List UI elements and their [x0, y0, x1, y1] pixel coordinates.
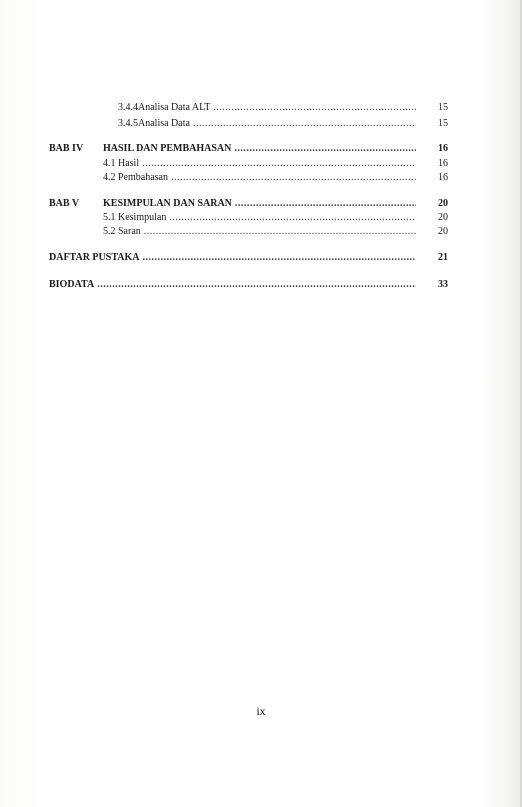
toc-dot-leader [193, 118, 416, 130]
toc-entry-title: 4.1 Hasil [103, 158, 140, 169]
toc-dot-leader [213, 102, 416, 114]
toc-entry-page: 16 [438, 172, 448, 183]
toc-dot-leader [142, 158, 416, 170]
toc-entry-title: HASIL DAN PEMBAHASAN [103, 143, 232, 154]
toc-entry-page: 15 [438, 102, 448, 113]
toc-entry-title: 4.2 Pembahasan [103, 172, 168, 183]
toc-entry-page: 33 [438, 279, 448, 290]
toc-entry-title: BIODATA [49, 279, 95, 290]
toc-entry-3-4-5 [118, 118, 448, 130]
toc-entry-title: DAFTAR PUSTAKA [49, 252, 140, 263]
toc-entry-title: Analisa Data [138, 118, 190, 129]
toc-dot-leader [171, 172, 416, 184]
toc-entry-page: 16 [438, 158, 448, 169]
toc-entry-daftar-pustaka [49, 252, 448, 264]
page-number: ix [256, 704, 266, 718]
toc-entry-number: 3.4.5 [118, 118, 138, 129]
toc-dot-leader [235, 198, 416, 210]
chapter-label-bab-iv: BAB IV [49, 143, 84, 154]
toc-entry-4-2 [103, 172, 448, 184]
toc-entry-4-1 [103, 158, 448, 170]
toc-dot-leader [142, 252, 416, 264]
toc-entry-5-1 [103, 212, 448, 224]
toc-entry-page: 20 [438, 212, 448, 223]
chapter-label-bab-v: BAB V [49, 198, 80, 209]
toc-entry-3-4-4 [118, 102, 448, 114]
toc-entry-number: 3.4.4 [118, 102, 138, 113]
toc-entry-bab-v [103, 198, 448, 210]
toc-dot-leader [234, 143, 416, 155]
toc-entry-page: 15 [438, 118, 448, 129]
toc-entry-title: Analisa Data ALT [138, 102, 211, 113]
toc-entry-title: KESIMPULAN DAN SARAN [103, 198, 232, 209]
toc-entry-page: 16 [438, 143, 448, 154]
toc-entry-page: 20 [438, 198, 448, 209]
toc-dot-leader [144, 226, 416, 238]
toc-entry-biodata [49, 279, 448, 291]
toc-entry-page: 20 [438, 226, 448, 237]
toc-entry-5-2 [103, 226, 448, 238]
toc-entry-bab-iv [103, 143, 448, 155]
toc-dot-leader [97, 279, 416, 291]
toc-entry-title: 5.2 Saran [103, 226, 141, 237]
toc-dot-leader [169, 212, 416, 224]
toc-entry-page: 21 [438, 252, 448, 263]
toc-entry-title: 5.1 Kesimpulan [103, 212, 167, 223]
